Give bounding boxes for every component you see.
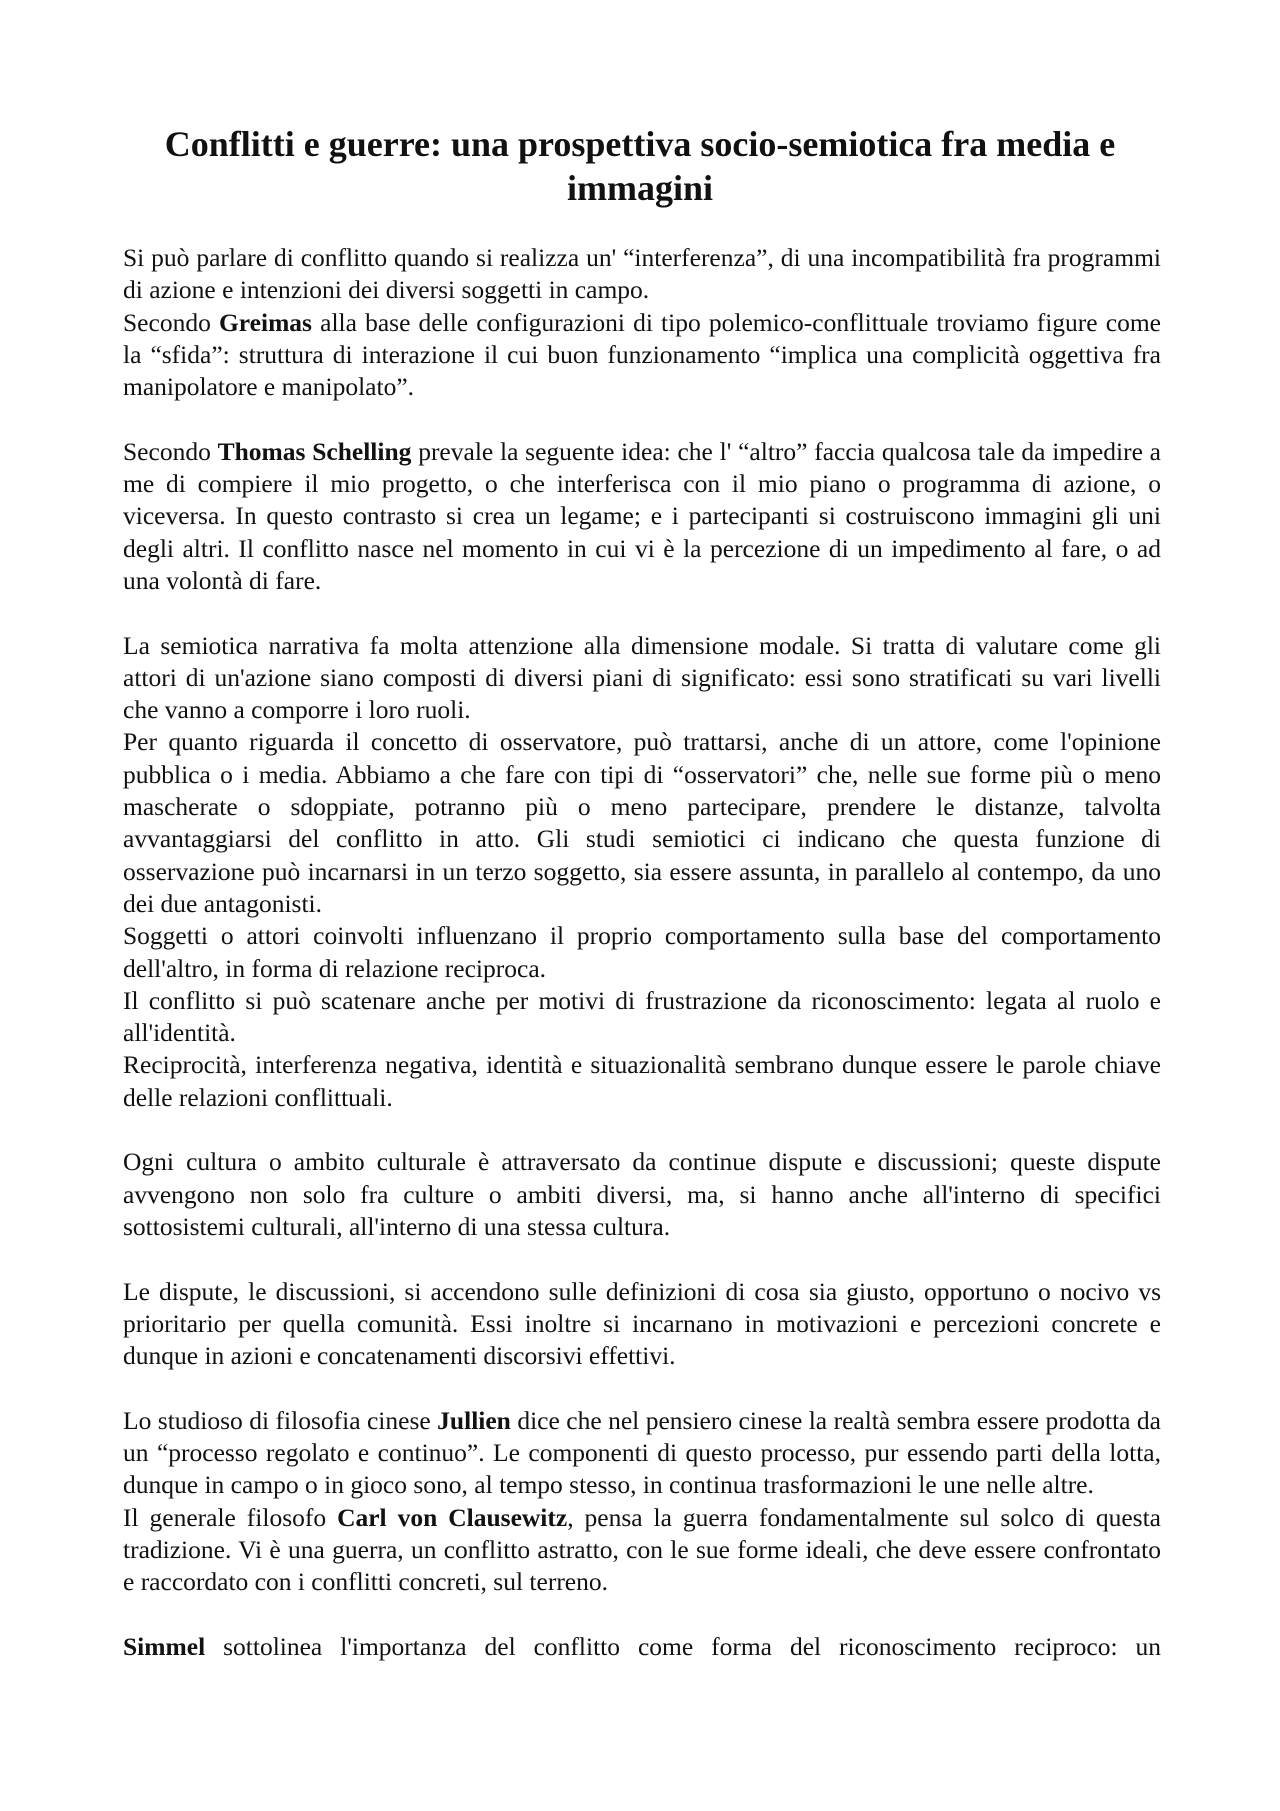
paragraph-text: Reciprocità, interferenza negativa, identità e situazionalità sembrano dunque essere le parole chiave delle relazioni conflittuali.	[123, 1050, 1161, 1112]
bold-name: Carl von Clausewitz	[337, 1502, 568, 1532]
paragraph-p6	[123, 920, 1161, 985]
paragraph-text: Ogni cultura o ambito culturale è attraversato da continue dispute e discussioni; queste dispute avvengono non solo fra culture o ambiti diversi, ma, si hanno anche all'interno di specifici sottosistemi culturali, all'interno di una stessa cultura.	[123, 1147, 1161, 1241]
paragraph-p13	[123, 1631, 1161, 1663]
document-body	[123, 242, 1161, 1663]
paragraph-p1	[123, 242, 1161, 307]
paragraph-text: Il generale filosofo	[123, 1502, 338, 1532]
paragraph-text: Per quanto riguarda il concetto di osservatore, può trattarsi, anche di un attore, come l'opinione pubblica o i media. Abbiamo a che fare con tipi di “osservatori” che, nelle sue forme più o meno mascherate o sdoppiate, potranno più o meno partecipare, prendere le distanze, talvolta avvantaggiarsi del conflitto in atto. Gli studi semiotici ci indicano che questa funzione di osservazione può incarnarsi in un terzo soggetto, sia essere assunta, in parallelo al contempo, da uno dei due antagonisti.	[123, 727, 1161, 918]
paragraph-text: Si può parlare di conflitto quando si realizza un' “interferenza”, di una incompatibilità fra programmi di azione e intenzioni dei diversi soggetti in campo.	[123, 243, 1161, 305]
bold-name: Jullien	[437, 1405, 511, 1435]
paragraph-text: La semiotica narrativa fa molta attenzione alla dimensione modale. Si tratta di valutare come gli attori di un'azione siano composti di diversi piani di significato: essi sono stratificati su vari livelli che vanno a comporre i loro ruoli.	[123, 630, 1161, 725]
paragraph-text: dice che nel pensiero cinese la realtà sembra essere prodotta da un “processo regolato e continuo”. Le componenti di questo processo, pur essendo parti della lotta, dunque in campo o in gioco sono, al tempo stesso, in continua trasformazioni le une nelle altre.	[123, 1405, 1162, 1500]
paragraph-p8	[123, 1049, 1161, 1114]
paragraph-text: Soggetti o attori coinvolti influenzano il proprio comportamento sulla base del comportamento dell'altro, in forma di relazione reciproca.	[123, 921, 1161, 983]
bold-name: Thomas Schelling	[217, 436, 412, 466]
paragraph-text: Il conflitto si può scatenare anche per motivi di frustrazione da riconoscimento: legata al ruolo e all'identità.	[123, 985, 1161, 1048]
paragraph-p11	[123, 1405, 1161, 1502]
paragraph-p12	[123, 1502, 1161, 1599]
paragraph-text: prevale la seguente idea: che l' “altro” faccia qualcosa tale da impedire a me di compiere il mio progetto, o che interferisca con il mio piano o programma di azione, o viceversa. In questo contrasto si crea un legame; e i partecipanti si costruiscono immagini gli uni degli altri. Il conflitto nasce nel momento in cui vi è la percezione di un impedimento al fare, o ad una volontà di fare.	[123, 436, 1161, 595]
document-title: Conflitti e guerre: una prospettiva socio-semiotica fra media e immagini	[164, 124, 1116, 208]
paragraph-p3	[123, 436, 1161, 597]
paragraph-p7	[123, 985, 1161, 1050]
paragraph-text: alla base delle configurazioni di tipo polemico-conflittuale troviamo figure come la “sfida”: struttura di interazione il cui buon funzionamento “implica una complicità oggettiva fra manipolatore e manipolato”.	[123, 307, 1161, 402]
paragraph-text: Le dispute, le discussioni, si accendono sulle definizioni di cosa sia giusto, opportuno o nocivo vs prioritario per quella comunità. Essi inoltre si incarnano in motivazioni e percezioni concrete e dunque in azioni e concatenamenti discorsivi effettivi.	[123, 1276, 1161, 1371]
paragraph-p5	[123, 726, 1161, 920]
bold-name: Simmel	[123, 1631, 206, 1661]
paragraph-text: Secondo	[123, 436, 218, 466]
paragraph-text: Lo studioso di filosofia cinese	[123, 1405, 438, 1435]
paragraph-text: Secondo	[123, 307, 219, 337]
paragraph-text: sottolinea l'importanza del conflitto come forma del riconoscimento reciproco: un	[205, 1631, 1161, 1661]
paragraph-text: , pensa la guerra fondamentalmente sul solco di questa tradizione. Vi è una guerra, un conflitto astratto, con le sue forme ideali, che deve essere confrontato e raccordato con i conflitti concreti, sul terreno.	[123, 1502, 1161, 1597]
paragraph-p4	[123, 630, 1161, 727]
paragraph-p9	[123, 1146, 1161, 1243]
bold-name: Greimas	[218, 307, 312, 337]
paragraph-p2	[123, 307, 1161, 404]
paragraph-p10	[123, 1276, 1161, 1373]
